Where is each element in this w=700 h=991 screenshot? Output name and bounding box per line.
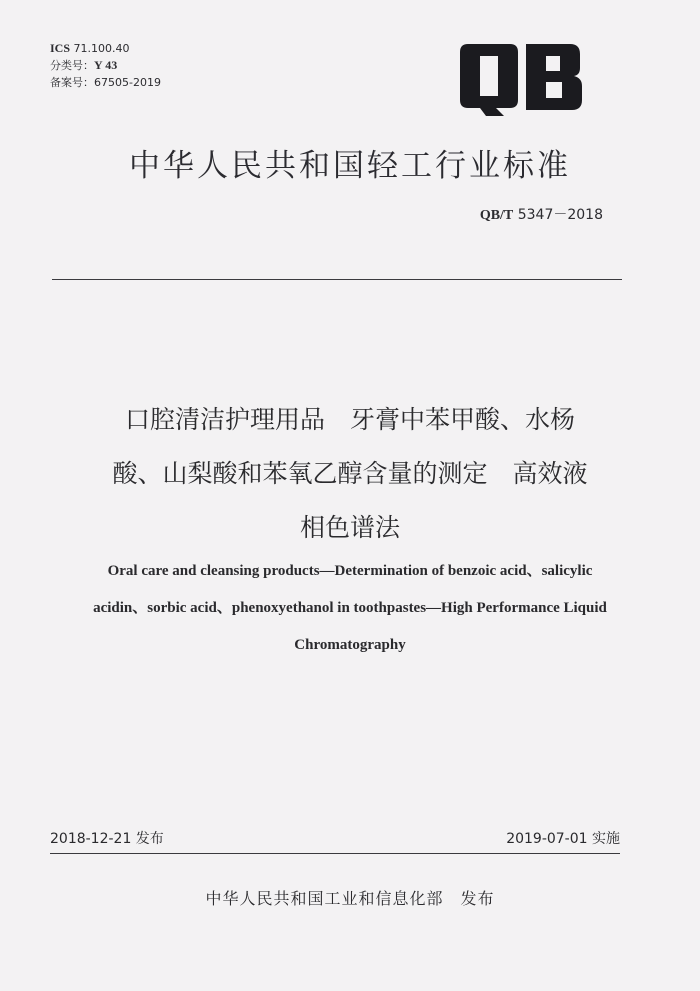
publisher: 中华人民共和国工业和信息化部 发布 (205, 889, 495, 908)
title-en-line: Chromatography (294, 637, 406, 653)
effective-date: 2019-07-01 实施 (506, 831, 620, 847)
title-chinese (50, 393, 650, 555)
title-cn-line: 相色谱法 (299, 513, 400, 542)
ics-label: ICS (50, 41, 71, 55)
ics-value: 71.100.40 (73, 42, 130, 55)
title-english (40, 553, 660, 664)
standard-code-number: 5347－2018 (517, 207, 603, 223)
title-en-line: Oral care and cleansing products—Determination of benzoic acid、salicylic (107, 563, 593, 579)
standard-code (480, 204, 603, 224)
bottom-divider (50, 853, 620, 854)
record-line (50, 74, 161, 91)
issue-date: 2018-12-21 发布 (50, 831, 164, 847)
classification-block (50, 40, 161, 91)
title-cn-line: 酸、山梨酸和苯氧乙醇含量的测定 高效液 (112, 459, 588, 488)
standard-code-prefix: QB/T (479, 208, 514, 223)
top-divider (52, 279, 622, 280)
title-en-line: acidin、sorbic acid、phenoxyethanol in toothpastes—High Performance Liquid (93, 600, 607, 616)
record-label: 备案号： (50, 76, 94, 89)
title-cn-line: 口腔清洁护理用品 牙膏中苯甲酸、水杨 (124, 405, 575, 434)
qb-logo (458, 44, 586, 116)
class-label: 分类号： (50, 59, 94, 72)
class-line (50, 57, 161, 74)
org-title: 中华人民共和国轻工行业标准 (129, 148, 571, 184)
record-value: 67505-2019 (94, 76, 161, 89)
class-value: Y 43 (94, 58, 118, 72)
ics-line (50, 40, 161, 57)
